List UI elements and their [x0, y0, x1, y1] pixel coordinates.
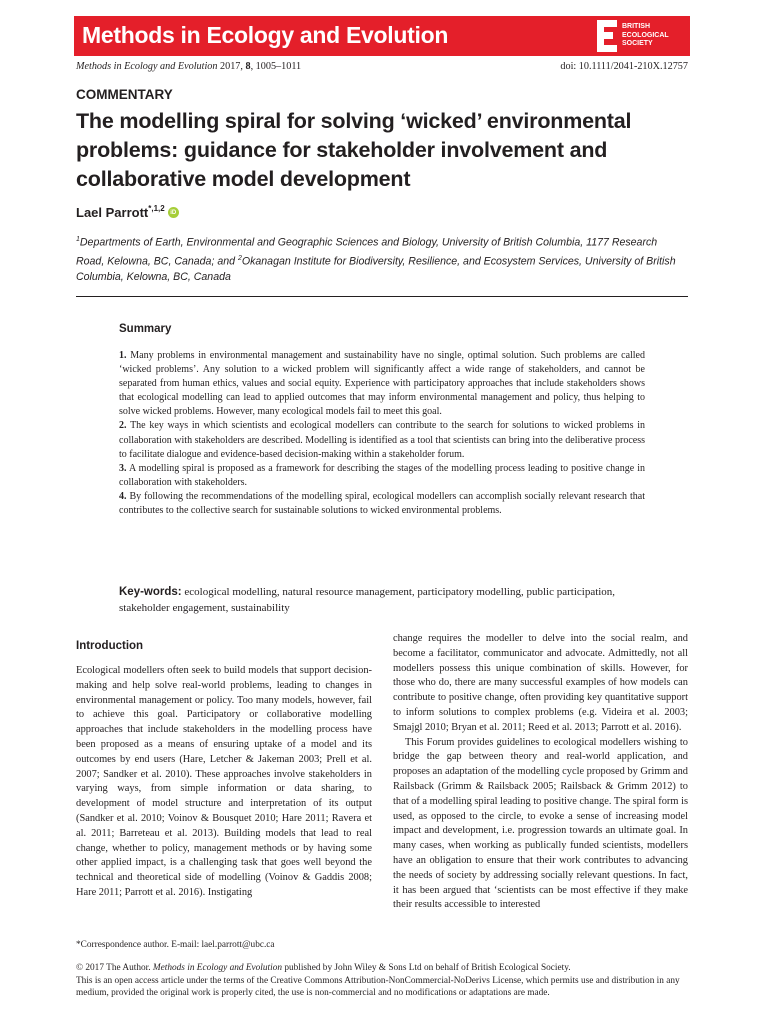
citation-line	[76, 61, 688, 72]
body-paragraph: Ecological modellers often seek to build models that support decision-making and help solve real-world problems, leading to changes in environmental management or policy. Too many models, however, fail to achieve this goal. Participatory or collaborative modelling approaches that include stakeholders in the modelling process have been proposed as a means of ensuring uptake of a model and its outcomes by end users (Hare, Letcher & Jakeman 2003; Prell et al. 2007; Sandker et al. 2010). These approaches involve stakeholders in varying ways, from simple information or data sharing, to development of model structure and interpretation of its output (Sandker et al. 2010; Voinov & Bousquet 2010; Hare 2011; Ravera et al. 2011; Barreteau et al. 2013). Building models that lead to real change, whether to policy, management methods or by having some other applied impact, is a challenging task that goes well beyond the technical and theoretical side of modelling (Voinov & Gaddis 2008; Hare 2011; Parrott et al. 2016). Instigating	[76, 665, 372, 898]
divider	[76, 296, 688, 297]
summary-heading: Summary	[119, 323, 172, 335]
introduction-heading: Introduction	[76, 640, 144, 652]
summary-item: 4. By following the recommendations of the modelling spiral, ecological modellers can accomplish socially relevant research that contributes to the collective search for sustainable solutions to wicked environmental problems.	[119, 490, 645, 517]
body-column-right	[393, 632, 688, 913]
keywords	[119, 585, 649, 616]
article-title: The modelling spiral for solving ‘wicked’ environmental problems: guidance for stakeholder involvement and collaborative model development	[76, 109, 632, 191]
correspondence-note: *Correspondence author. E-mail: lael.parrott@ubc.ca	[76, 940, 275, 950]
body-paragraph: This Forum provides guidelines to ecological modellers wishing to bridge the gap between theory and real-world application, and proposes an adaptation of the modelling cycle proposed by Grimm and Railsback (Grimm & Railsback 2005; Railsback & Grimm 2012) to that of a modelling spiral leading to positive change. The spiral form is used, as opposed to the circle, to evoke a sense of increasing model impact and development, i.e. progression towards an ultimate goal. In many cases, when working as publically funded scientists, modellers have an obligation to ensure that their work contributes to advancing the needs of society by addressing socially relevant questions. In fact, it has been argued that ‘scientists can be most effective if they make their results accessible to interested	[393, 736, 689, 911]
society-logo-text: BRITISH ECOLOGICAL SOCIETY	[622, 23, 669, 48]
author-marks: *,1,2	[148, 204, 165, 213]
journal-banner	[74, 16, 690, 56]
keywords-list: ecological modelling, natural resource management, participatory modelling, public participation, stakeholder engagement, sustainability	[119, 586, 616, 614]
society-logo-icon	[597, 20, 617, 52]
orcid-icon[interactable]: iD	[168, 207, 179, 218]
citation: Methods in Ecology and Evolution 2017, 8, 1005–1011	[76, 61, 302, 72]
author-name: Lael Parrott	[76, 205, 149, 220]
affiliations: $^1$Departments of Earth, Environmental and Geographic Sciences and Biology, University of British Columbia, 1177 Research Road, Kelowna, BC, Canada; and $^2$Okanagan Institute for Biodiversity, Resilience, and Ecosystem Services, University of British Columbia, Kelowna, BC, Canada	[76, 236, 676, 283]
body-column-left	[76, 664, 372, 901]
summary-body	[119, 349, 645, 518]
summary-item: 2. The key ways in which scientists and ecological modellers can contribute to the search for solutions to wicked problems in collaboration with stakeholders are described. Modelling is identified as a tool that scientists can bring into the deliberative process to facilitate dialogue and evidence-based decision-making within a stakeholder forum.	[119, 420, 645, 460]
author-line	[76, 205, 179, 220]
keywords-label: Key-words:	[119, 586, 182, 598]
license-note: © 2017 The Author. Methods in Ecology and Evolution published by John Wiley & Sons Ltd on behalf of British Ecological Society. This is an open access article under the terms of the Creative Commons Attribution-NonCommercial-NoDerivs License, which permits use and distribution in any medium, provided the original work is properly cited, the use is non-commercial and no modifications or adaptations are made.	[76, 963, 680, 998]
society-logo	[597, 19, 684, 53]
doi[interactable]: doi: 10.1111/2041-210X.12757	[560, 61, 688, 72]
summary-item: 3. A modelling spiral is proposed as a framework for describing the stages of the modelling process leading to positive change in collaboration with stakeholders.	[119, 462, 645, 488]
article-type: COMMENTARY	[76, 87, 173, 102]
summary-item: 1. Many problems in environmental management and sustainability have no single, optimal solution. Such problems are called ‘wicked problems’. Any solution to a wicked problem will significantly affect a wide range of stakeholders, and cannot be separated from human ethics, values and social equity. Experience with participatory approaches that include stakeholders shows that ecological modelling can lead to applied outcomes that may inform environmental management and policy, thus helping to solve wicked problems. However, many ecological models fail to meet this goal.	[119, 350, 645, 418]
journal-banner-title: Methods in Ecology and Evolution	[82, 22, 449, 48]
body-paragraph: change requires the modeller to delve into the social realm, and become a facilitator, communicator and advocate. Admittedly, not all modellers possess this unique combination of skills. However, for those who do, there are many successful examples of how models can contribute to positive change, often providing key quantitative support to inform solutions to complex problems (e.g. Videira et al. 2003; Smajgl 2010; Bryan et al. 2011; Reed et al. 2013; Parrott et al. 2016).	[393, 633, 688, 733]
